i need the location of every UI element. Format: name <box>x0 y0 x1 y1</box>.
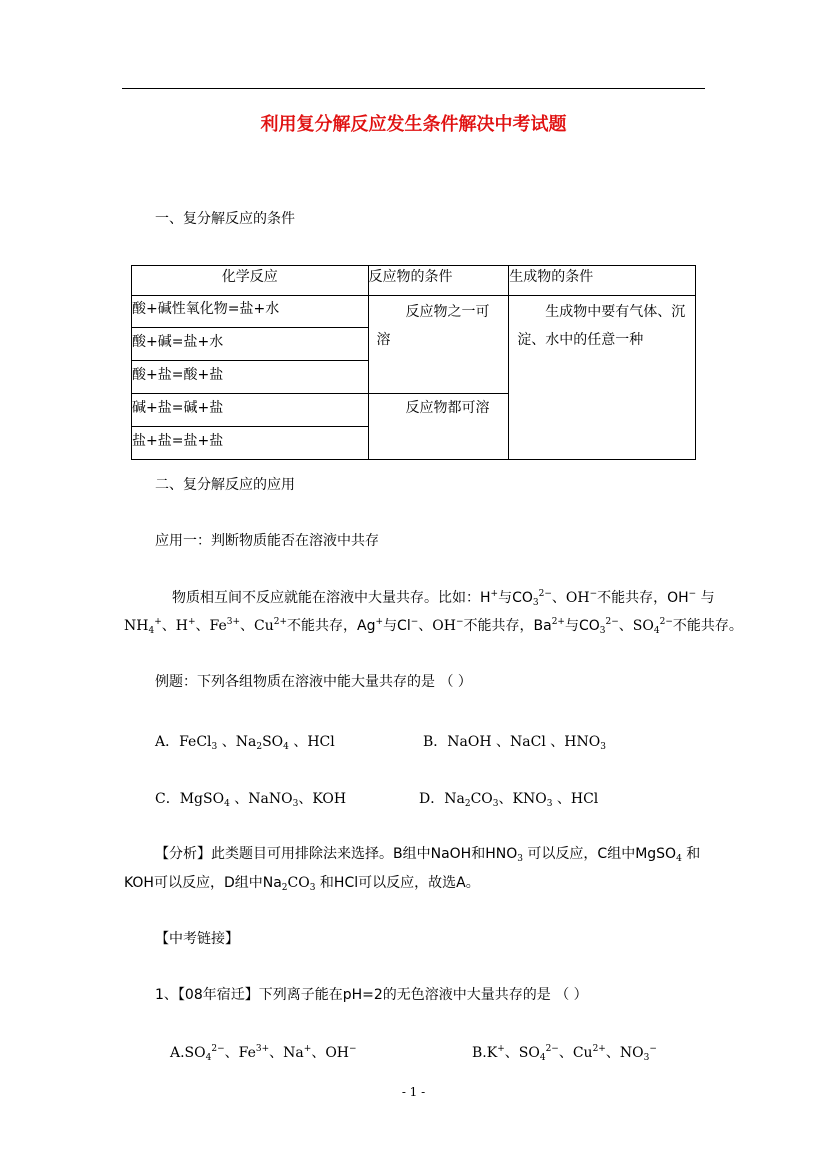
table-header-row <box>132 266 696 296</box>
header-product-cond: 生成物的条件 <box>509 266 696 296</box>
header-rule <box>122 88 705 89</box>
section-heading-2: 二、复分解反应的应用 <box>155 477 295 493</box>
section-heading-1: 一、复分解反应的条件 <box>155 211 295 227</box>
example-option-c: C．MgSO$_4$ 、NaNO$_3$、KOH <box>155 791 347 809</box>
example-option-a: A．FeCl$_3$ 、$Na_2SO_4$ 、HCl <box>155 734 335 752</box>
product-cond-line2: 淀、水中的任意一种 <box>517 332 644 348</box>
reaction-cell: 酸+碱性氧化物=盐+水 <box>132 296 369 328</box>
analysis-line-2: KOH可以反应，D组中$Na_2CO_3$ 和HCl可以反应，故选A。 <box>124 875 480 893</box>
example-question: 例题：下列各组物质在溶液中能大量共存的是 （ ） <box>155 674 472 690</box>
page-number: - 1 - <box>401 1085 426 1099</box>
reaction-cell: 碱+盐=碱+盐 <box>132 394 369 427</box>
document-title: 利用复分解反应发生条件解决中考试题 <box>260 114 567 135</box>
reactant-cond-1-line2: 溶 <box>376 332 391 348</box>
product-cond-line1: 生成物中要有气体、沉 <box>545 304 686 320</box>
table-row <box>132 296 696 328</box>
reactant-cond-cell-1 <box>368 296 509 394</box>
reaction-cell: 酸+盐=酸+盐 <box>132 361 369 394</box>
header-reaction: 化学反应 <box>132 266 369 296</box>
paragraph-line-1: 物质相互间不反应就能在溶液中大量共存。比如：H+与$CO_3^{2-}$、OH−不能共存，OH− 与 <box>172 589 715 608</box>
exam-link-heading: 【中考链接】 <box>155 931 239 947</box>
paragraph-line-2: $NH_4^+$、H+、$Fe^{3+}$、$Cu^{2+}$不能共存，Ag+与Cl−、OH−不能共存，$Ba^{2+}$与$CO_3^{2-}$、$SO_4^{2-}$不能共存。 <box>124 617 743 636</box>
question-1: 1、【08年宿迁】下列离子能在pH=2的无色溶液中大量共存的是 （ ） <box>155 987 588 1003</box>
header-reactant-cond: 反应物的条件 <box>368 266 509 296</box>
reactant-cond-cell-2: 反应物都可溶 <box>368 394 509 460</box>
example-option-b: B．NaOH 、NaCl 、$HNO_3$ <box>423 734 606 752</box>
reaction-cell: 酸+碱=盐+水 <box>132 328 369 361</box>
reaction-cell: 盐+盐=盐+盐 <box>132 427 369 460</box>
application-1-heading: 应用一：判断物质能否在溶液中共存 <box>155 533 379 549</box>
reactant-cond-1-line1: 反应物之一可 <box>405 304 490 320</box>
question-1-option-a: $A.SO_4^{2-}$、$Fe^{3+}$、Na+、OH− <box>170 1044 357 1063</box>
conditions-table <box>131 265 696 460</box>
product-cond-cell <box>509 296 696 460</box>
question-1-option-b: B.K+、$SO_4^{2-}$、$Cu^{2+}$、$NO_3^-$ <box>472 1044 657 1063</box>
example-option-d: D．$Na_2CO_3$、$KNO_3$ 、HCl <box>419 791 599 809</box>
analysis-line-1: 【分析】此类题目可用排除法来选择。B组中NaOH和$HNO_3$ 可以反应，C组中MgSO$_4$ 和 <box>155 846 701 864</box>
